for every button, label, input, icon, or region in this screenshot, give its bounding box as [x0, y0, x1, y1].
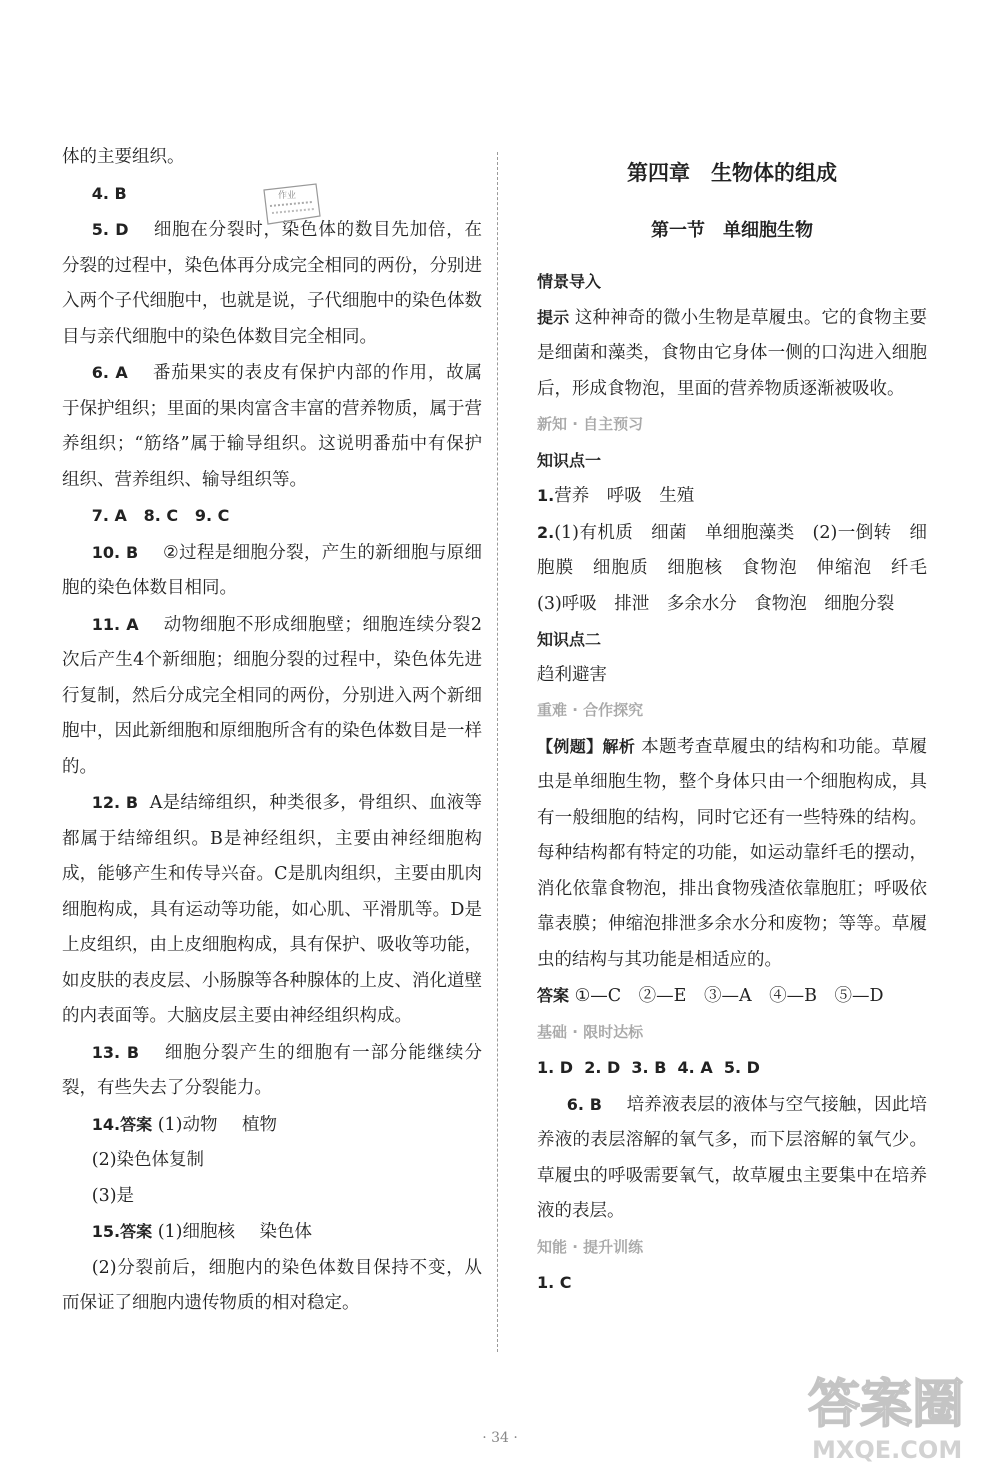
answer-12: [62, 785, 482, 1035]
question-number: 3. B: [631, 1058, 667, 1077]
question-number: 11. A: [91, 614, 139, 634]
item-text: (1)有机质 细菌 单细胞藻类 (2)一倒转 细胞膜 细胞质 细胞核 食物泡 伸缩泡 纤毛 (3)呼吸 排泄 多余水分 食物泡 细胞分裂: [537, 522, 945, 614]
explanation: 细胞分裂产生的细胞有一部分能继续分裂，有些失去了分裂能力。: [62, 1042, 483, 1098]
answer-5: [62, 212, 482, 355]
answer-14-2: (2)染色体复制: [91, 1150, 205, 1170]
answer-part: (1)细胞核: [157, 1222, 235, 1242]
question-number: 6. A: [91, 363, 128, 382]
answer-14: [62, 1107, 482, 1144]
right-column: [537, 140, 945, 1302]
answer-15-2: (2)分裂前后，细胞内的染色体数目保持不变，从而保证了细胞内遗传物质的相对稳定。: [62, 1257, 482, 1313]
question-number: 2. D: [584, 1058, 621, 1077]
answer-text: ①—C ②—E ③—A ④—B ⑤—D: [574, 986, 884, 1006]
answer-part: 染色体: [259, 1222, 312, 1242]
question-number: 12. B: [91, 793, 139, 812]
explanation: 细胞在分裂时，染色体的数目先加倍，在分裂的过程中，染色体再分成完全相同的两份，分别进入两个子代细胞中，也就是说，子代细胞中的染色体数目与亲代细胞中的染色体数目完全相同。: [62, 220, 483, 347]
hint-text: 这种神奇的微小生物是草履虫。它的食物主要是细菌和藻类，食物由它身体一侧的口沟进入细胞后，形成食物泡，里面的营养物质逐渐被吸收。: [537, 307, 927, 399]
answer-13: [62, 1035, 482, 1107]
watermark-url: MXQE.COM: [812, 1436, 963, 1464]
stamp-line: [270, 202, 312, 206]
knowledge-point-1: 知识点一: [537, 450, 602, 470]
question-number: 8. C: [143, 506, 179, 525]
explanation: 番茄果实的表皮有保护内部的作用，故属于保护组织；里面的果肉富含丰富的营养物质，属于营养组织；“筋络”属于输导组织。这说明番茄中有保护组织、营养组织、输导组织等。: [62, 363, 482, 490]
answer-label: 答案: [120, 1114, 153, 1134]
homework-stamp: [258, 180, 324, 228]
answer-7-9: [62, 498, 482, 535]
answer-10: [62, 535, 482, 607]
explanation: ②过程是细胞分裂，产生的新细胞与原细胞的染色体数目相同。: [62, 542, 483, 598]
example-text: 本题考查草履虫的结构和功能。草履虫是单细胞生物，整个身体只由一个细胞构成，具有一般细胞的结构，同时它还有一些特殊的结构。每种结构都有特定的功能，如运动靠纤毛的摆动，消化依靠食物泡，排出食物残渣依靠胞肛；呼吸依靠表膜；伸缩泡排泄多余水分和废物；等等。草履虫的结构与其功能是相适应的。: [537, 736, 927, 970]
watermark-text: 答案圈: [808, 1375, 965, 1435]
knowledge-point-2: 知识点二: [537, 630, 602, 649]
answer-6: [62, 355, 482, 498]
intro-title: 情景导入: [537, 272, 602, 291]
question-number: 5. D: [91, 220, 129, 239]
question-number: 13. B: [91, 1042, 140, 1062]
section-bar: 重难 · 合作探究: [537, 701, 644, 719]
explanation: A是结缔组织，种类很多，骨组织、血液等都属于结缔组织。B是神经组织，主要由神经细胞构成，能够产生和传导兴奋。C是肌肉组织，主要由肌肉细胞构成，具有运动等功能，如心肌、平滑肌等。D是上皮组织，由上皮细胞构成，具有保护、吸收等功能，如皮肤的表皮层、小肠腺等各种腺体的上皮、消化道壁的内表面等。大脑皮层主要由神经组织构成。: [62, 793, 482, 1026]
hint-label: 提示: [537, 307, 570, 327]
question-number: 4. A: [677, 1058, 713, 1077]
answer-6-right: [537, 1087, 927, 1230]
section-bar: 基础 · 限时达标: [537, 1022, 644, 1041]
page-number: · 34 ·: [482, 1430, 518, 1446]
section-bar: 知能 · 提升训练: [537, 1237, 644, 1256]
question-number: 15.: [91, 1222, 121, 1241]
stamp-text: 作业: [278, 191, 297, 201]
answer-11: [62, 607, 482, 786]
question-number: 1. C: [537, 1273, 572, 1292]
hint-paragraph: [537, 300, 927, 408]
section-title: 第一节 单细胞生物: [651, 220, 813, 241]
question-number: 14.: [91, 1114, 121, 1134]
item-number: 1.: [537, 486, 555, 505]
basic-answers: [537, 1050, 927, 1087]
answer-label: 答案: [537, 986, 570, 1005]
answer-label: 答案: [120, 1222, 153, 1241]
watermark-logo: [800, 1360, 990, 1468]
question-number: 6. B: [566, 1094, 602, 1114]
answer-14-3: (3)是: [91, 1185, 135, 1206]
question-number: 4. B: [91, 183, 127, 203]
kp1-item-1: [537, 478, 927, 515]
answer-line: 体的主要组织。: [62, 147, 185, 167]
example-label: 【例题】解析: [537, 736, 636, 756]
answer-15: [62, 1214, 482, 1251]
example-paragraph: [537, 729, 927, 979]
last-answer: [537, 1265, 927, 1302]
explanation: 培养液表层的液体与空气接触，因此培养液的表层溶解的氧气多，而下层溶解的氧气少。草履虫的呼吸需要氧气，故草履虫主要集中在培养液的表层。: [537, 1094, 928, 1221]
left-column: [62, 140, 482, 1322]
stamp-line: [272, 209, 314, 213]
kp2-text: 趋利避害: [537, 664, 607, 685]
chapter-title: 第四章 生物体的组成: [627, 161, 837, 185]
question-number: 1. D: [537, 1058, 574, 1077]
stamp-border: [264, 184, 320, 224]
section-bar: 新知 · 自主预习: [537, 415, 644, 433]
answer-part: (1)动物: [157, 1114, 218, 1135]
question-number: 7. A: [91, 506, 127, 525]
item-number: 2.: [537, 522, 555, 542]
explanation: 动物细胞不形成细胞壁；细胞连续分裂2次后产生4个新细胞；细胞分裂的过程中，染色体先进行复制，然后分成完全相同的两份，分别进入两个新细胞中，因此新细胞和原细胞所含有的染色体数目是一样的。: [62, 614, 483, 777]
question-number: 9. C: [194, 506, 230, 525]
question-number: 5. D: [723, 1058, 760, 1077]
question-number: 10. B: [91, 542, 139, 562]
item-text: 营养 呼吸 生殖: [554, 486, 695, 506]
answer-part: 植物: [241, 1114, 277, 1135]
column-divider: [497, 152, 498, 1352]
answer-paragraph: [537, 978, 927, 1015]
kp1-item-2: [537, 515, 945, 623]
